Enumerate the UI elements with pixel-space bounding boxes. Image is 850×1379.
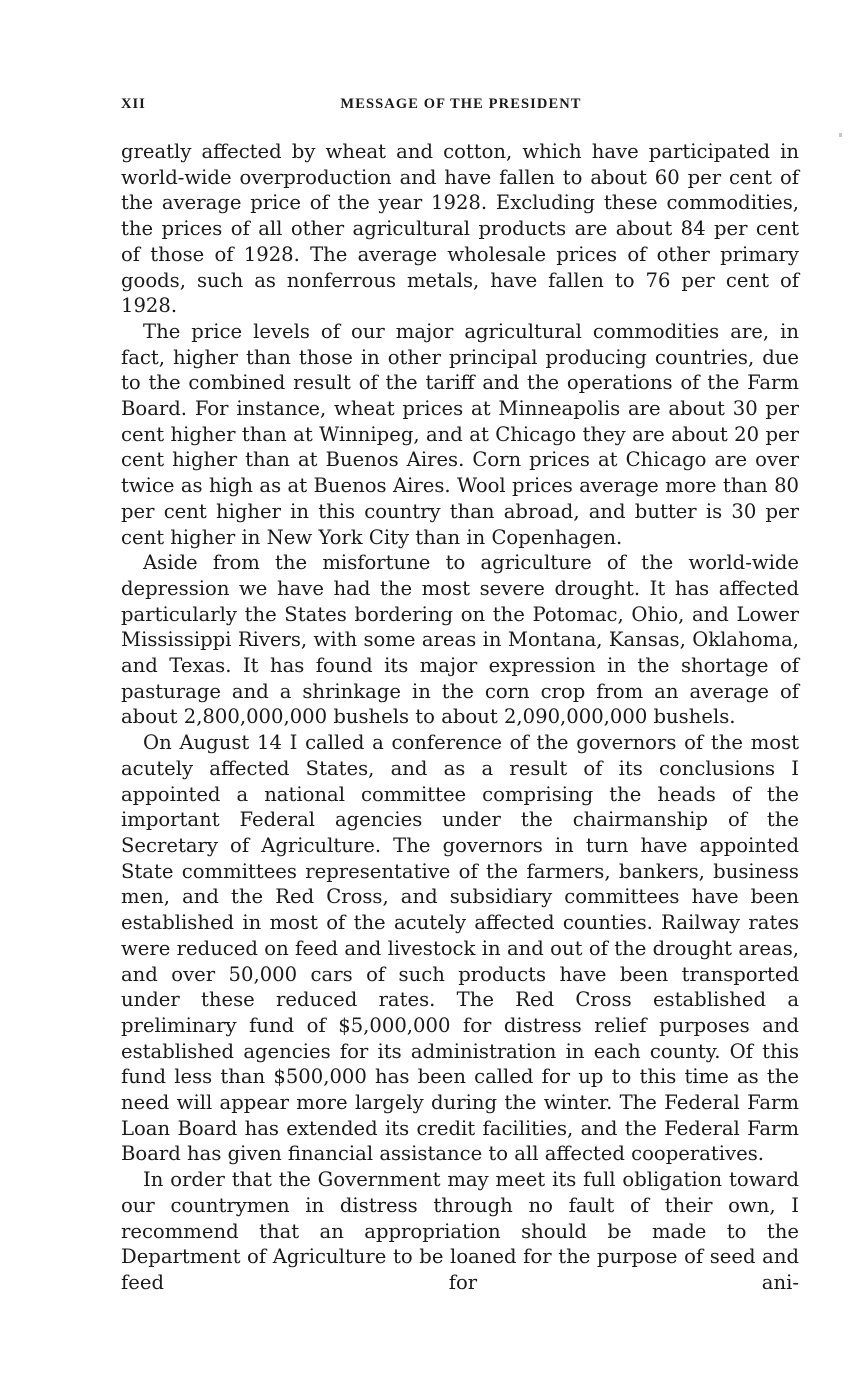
paragraph-continuation: greatly affected by wheat and cotton, which have participated in world-wide overproduction and have fallen to about 60 per cent of the average price of the year 1928. Excluding these commodities, the prices of all other agricultural products are about 84 per cent of those of 1928. The average wholesale prices of other primary goods, such as nonferrous metals, have fallen to 76 per cent of 1928. xyxy=(121,140,799,318)
paragraph-price-levels: The price levels of our major agricultural commodities are, in fact, higher than those in other principal producing countries, due to the combined result of the tariff and the operations of the Farm Board. For instance, wheat prices at Minneapolis are about 30 per cent higher than at Winnipeg, and at Chicago they are about 20 per cent higher than at Buenos Aires. Corn prices at Chicago are over twice as high as at Buenos Aires. Wool prices average more than 80 per cent higher in this country than abroad, and butter is 30 per cent higher in New York City than in Copenhagen. xyxy=(121,319,799,549)
running-title: MESSAGE OF THE PRESIDENT xyxy=(340,96,582,112)
scan-mark xyxy=(839,133,842,137)
page-number: XII xyxy=(121,96,146,112)
paragraph-conference: On August 14 I called a conference of the governors of the most acutely affected States, and as a result of its conclusions I appointed a national committee comprising the heads of the important Federal agencies under the chairmanship of the Secretary of Agriculture. The governors in turn have appointed State committees representative of the farmers, bankers, business men, and the Red Cross, and subsidiary committees have been established in most of the acutely affected counties. Railway rates were reduced on feed and livestock in and out of the drought areas, and over 50,000 cars of such products have been transported under these reduced rates. The Red Cross established a preliminary fund of $5,000,000 for distress relief purposes and established agencies for its administration in each county. Of this fund less than $500,000 has been called for up to this time as the need will appear more largely during the winter. The Federal Farm Loan Board has extended its credit facilities, and the Federal Farm Board has given financial assistance to all affected cooperatives. xyxy=(121,731,799,1166)
body-text xyxy=(121,139,799,1296)
paragraph-appropriation: In order that the Government may meet its full obligation toward our countrymen in distress through no fault of their own, I recommend that an appropriation should be made to the Department of Agriculture to be loaned for the purpose of seed and feed for ani- xyxy=(121,1168,799,1294)
page-header xyxy=(121,96,801,118)
paragraph-drought: Aside from the misfortune to agriculture of the world-wide depression we have had the most severe drought. It has affected particularly the States bordering on the Potomac, Ohio, and Lower Mississippi Rivers, with some areas in Montana, Kansas, Oklahoma, and Texas. It has found its major expression in the shortage of pasturage and a shrinkage in the corn crop from an average of about 2,800,000,000 bushels to about 2,090,000,000 bushels. xyxy=(121,551,799,729)
